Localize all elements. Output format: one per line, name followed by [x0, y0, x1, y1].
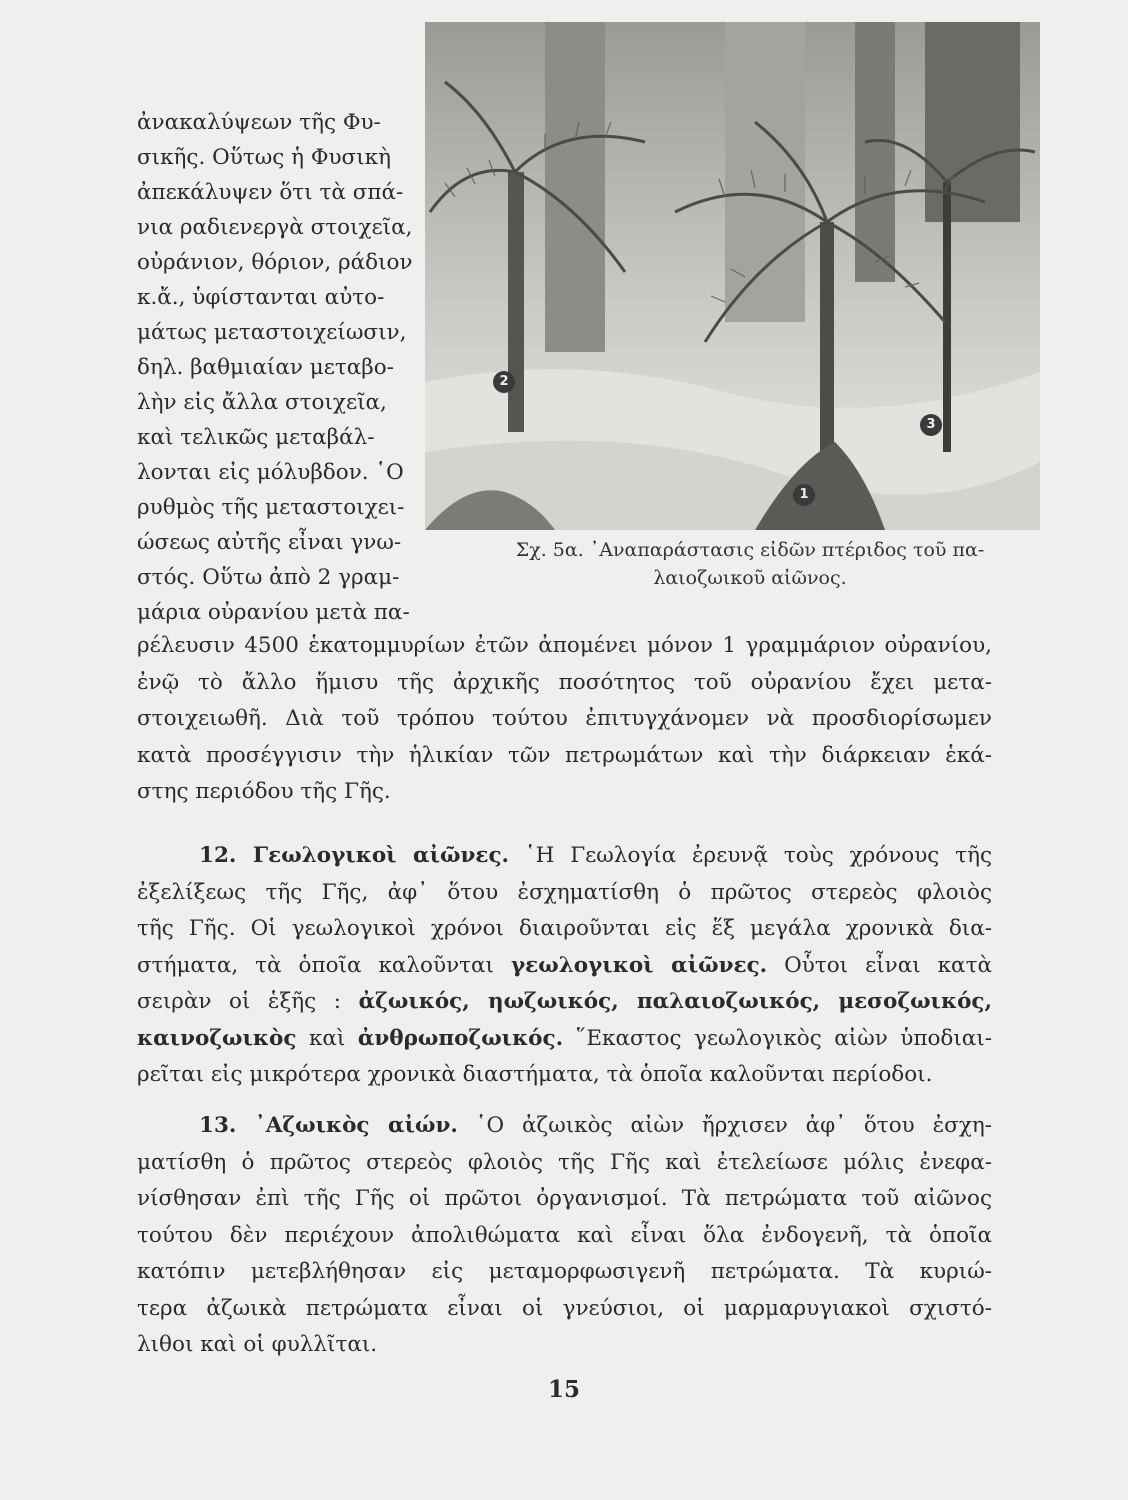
text-line: οὐράνιον, θόριον, ράδιον [137, 250, 413, 275]
text-line: λὴν εἰς ἄλλα στοιχεῖα, [137, 390, 387, 415]
text-line: ἐνῷ τὸ ἄλλο ἥμισυ τῆς ἀρχικῆς ποσότητος τοῦ οὐρανίου ἔχει μετα- [137, 669, 992, 695]
text-line: νια ραδιενεργὰ στοιχεῖα, [137, 215, 413, 240]
text-line [137, 1021, 992, 1058]
section-13-heading: 13. ᾿Αζωικὸς αἰών. [199, 1113, 458, 1138]
caption-line: Σχ. 5α. ᾿Αναπαράστασις εἰδῶν πτέριδος τοῦ πα- [515, 539, 985, 561]
text-line: ἐξελίξεως τῆς Γῆς, ἀφ᾿ ὅτου ἐσχηματίσθη ὁ πρῶτος στερεὸς φλοιὸς [137, 879, 992, 905]
bold-term: ἀνθρωποζωικός. [357, 1025, 564, 1051]
intro-paragraph-continuation [137, 628, 992, 811]
text-line: μάτως μεταστοιχείωσιν, [137, 320, 407, 345]
text-line: ρυθμὸς τῆς μεταστοιχει- [137, 495, 405, 520]
text-line: ρέλευσιν 4500 ἑκατομμυρίων ἐτῶν ἀπομένει μόνον 1 γραμμάριον οὐρανίου, [137, 633, 992, 658]
bold-term: γεωλογικοὶ αἰῶνες. [510, 952, 768, 978]
bold-term: ἀζωικός, ηωζωικός, παλαιοζωικός, μεσοζωικός, [358, 989, 992, 1014]
text-line: κατόπιν μετεβλήθησαν εἰς μεταμορφωσιγενῆ πετρώματα. Τὰ κυριώ- [137, 1259, 992, 1284]
text-line: τερα ἀζωικὰ πετρώματα εἶναι οἱ γνεύσιοι, οἱ μαρμαρυγιακοὶ σχιστό- [137, 1295, 992, 1321]
page-number: 15 [547, 1376, 580, 1403]
text-line [137, 838, 992, 875]
figure-marker-2: 2 [493, 371, 515, 393]
text-line: νίσθησαν ἐπὶ τῆς Γῆς οἱ πρῶτοι ὀργανισμοί. Τὰ πετρώματα τοῦ αἰῶνος [137, 1186, 992, 1211]
text-run: ῾Ο ἀζωικὸς αἰὼν ἤρχισεν ἀφ᾿ ὅτου ἐσχη- [475, 1113, 992, 1138]
section-13 [137, 1108, 992, 1364]
intro-paragraph-column [137, 105, 419, 630]
text-line: λιθοι καὶ οἱ φυλλῖται. [137, 1332, 378, 1357]
text-line: ἀπεκάλυψεν ὅτι τὰ σπά- [137, 180, 404, 205]
figure-marker-1: 1 [793, 484, 815, 506]
bold-term: καινοζωικὸς [137, 1025, 297, 1051]
fern-drawing [425, 22, 1040, 530]
text-line: σικῆς. Οὕτως ἡ Φυσικὴ [137, 145, 391, 170]
text-run: καὶ [308, 1025, 346, 1051]
text-run: σειρὰν οἱ ἑξῆς : [137, 989, 342, 1014]
text-line: ἀνακαλύψεων τῆς Φυ- [137, 110, 381, 135]
text-line: κατὰ προσέγγισιν τὴν ἡλικίαν τῶν πετρωμάτων καὶ τὴν διάρκειαν ἑκά- [137, 742, 992, 768]
text-line: στός. Οὕτω ἀπὸ 2 γραμ- [137, 565, 400, 590]
text-run: ῾Η Γεωλογία ἐρευνᾷ τοὺς χρόνους τῆς [524, 843, 992, 868]
text-line: ρεῖται εἰς μικρότερα χρονικὰ διαστήματα, τὰ ὁποῖα καλοῦνται περίοδοι. [137, 1062, 933, 1087]
text-line: ώσεως αὐτῆς εἶναι γνω- [137, 530, 402, 555]
fern-illustration [425, 22, 1040, 530]
text-line: ματίσθη ὁ πρῶτος στερεὸς φλοιὸς τῆς Γῆς καὶ ἐτελείωσε μόλις ἐνεφα- [137, 1149, 992, 1175]
text-line [137, 948, 992, 985]
text-line: στοιχειωθῆ. Διὰ τοῦ τρόπου τούτου ἐπιτυγχάνομεν νὰ προσδιορίσωμεν [137, 706, 992, 731]
figure-marker-3: 3 [920, 414, 942, 436]
text-line: καὶ τελικῶς μεταβάλ- [137, 425, 375, 450]
text-line [137, 984, 992, 1021]
figure-caption [470, 536, 1030, 592]
text-line: μάρια οὐρανίου μετὰ πα- [137, 600, 410, 625]
text-line: κ.ἄ., ὑφίστανται αὐτο- [137, 285, 385, 310]
text-line [137, 1108, 992, 1145]
caption-line: λαιοζωικοῦ αἰῶνος. [653, 567, 847, 589]
text-run: Οὗτοι εἶναι κατὰ [784, 952, 992, 978]
section-12-heading: 12. Γεωλογικοὶ αἰῶνες. [199, 843, 510, 868]
text-line: τῆς Γῆς. Οἱ γεωλογικοὶ χρόνοι διαιροῦνται εἰς ἕξ μεγάλα χρονικὰ δια- [137, 916, 992, 941]
section-12 [137, 838, 992, 1094]
text-line: δηλ. βαθμιαίαν μεταβο- [137, 355, 394, 380]
text-line: τούτου δὲν περιέχουν ἀπολιθώματα καὶ εἶναι ὅλα ἐνδογενῆ, τὰ ὁποῖα [137, 1222, 992, 1248]
text-line: στης περιόδου τῆς Γῆς. [137, 779, 391, 804]
text-line: λονται εἰς μόλυβδον. ῾Ο [137, 460, 404, 485]
text-run: στήματα, τὰ ὁποῖα καλοῦνται [137, 952, 494, 978]
text-run: ῞Εκαστος γεωλογικὸς αἰὼν ὑποδιαι- [575, 1025, 992, 1051]
